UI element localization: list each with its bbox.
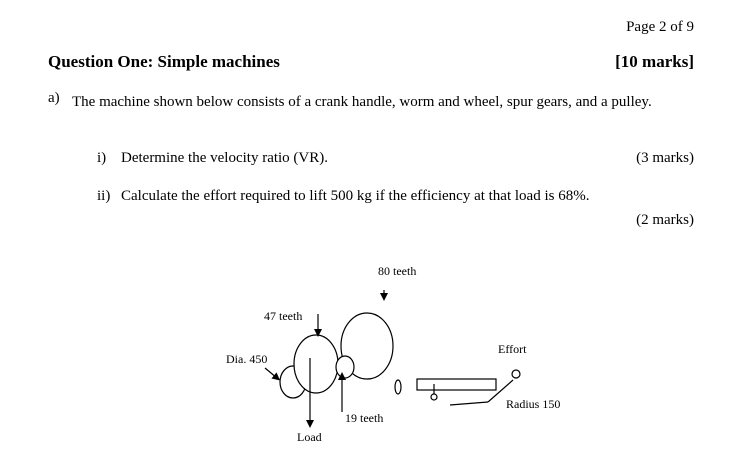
crank-arm [450,402,488,405]
label-dia-450: Dia. 450 [226,352,268,366]
sub-question-1-marks: (3 marks) [636,150,694,166]
sub-question-1-text: Determine the velocity ratio (VR). [121,150,329,166]
label-radius-150: Radius 150 [506,397,561,411]
question-a-label: a) [48,90,60,106]
total-marks: [10 marks] [615,52,694,71]
label-load: Load [297,430,322,444]
label-80-teeth: 80 teeth [378,264,417,278]
spur-gear-47-teeth [294,335,338,393]
sub-question-2-text: Calculate the effort required to lift 500 kg if the efficiency at that load is 68%. [121,188,590,204]
sub-question-1-label: i) [97,150,107,166]
page-number: Page 2 of 9 [626,19,694,35]
shaft-bearing [431,394,437,400]
spur-gear-19-teeth [336,356,354,378]
question-heading: Question One: Simple machines [48,52,280,71]
label-19-teeth: 19 teeth [345,411,384,425]
worm-end [395,380,401,394]
crank-shaft [417,379,496,390]
label-47-teeth: 47 teeth [264,309,303,323]
sub-question-2-marks: (2 marks) [636,212,694,228]
question-a-text: The machine shown below consists of a crank handle, worm and wheel, spur gears, and a pulley. [72,94,652,110]
crank-handle-knob [512,370,520,378]
arrow-dia-450 [265,368,277,378]
label-effort: Effort [498,342,527,356]
sub-question-2-label: ii) [97,188,111,204]
